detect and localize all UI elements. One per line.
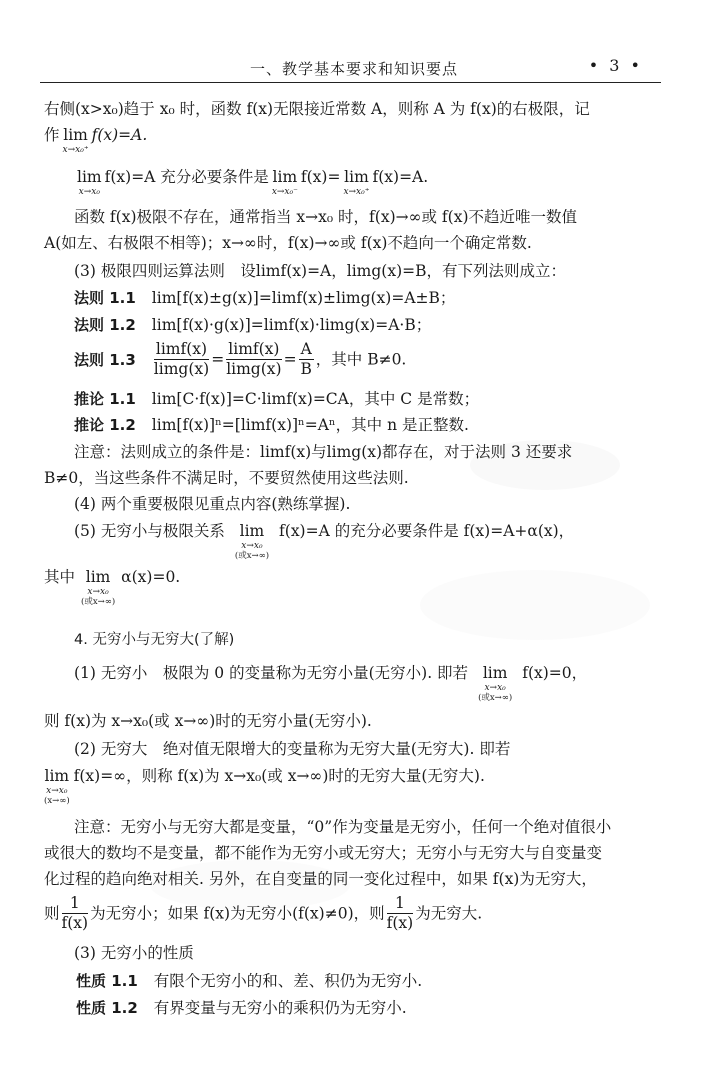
text-span: f(x)=0， — [522, 664, 588, 682]
property-line — [76, 970, 696, 992]
lim-word: lim — [44, 767, 70, 785]
text-line: (3) 极限四则运算法则 设limf(x)=A，limg(x)=B，有下列法则成立： — [74, 262, 566, 280]
text-line: 注意：法则成立的条件是：limf(x)与limg(x)都存在，对于法则 3 还要求 — [74, 443, 573, 461]
math-span: f(x) — [180, 340, 208, 358]
text-span: 则 — [44, 904, 60, 923]
lim-subscript: x→x₀ — [484, 683, 506, 693]
lim-subscript: x→x₀⁻ — [271, 187, 298, 197]
fraction-numerator: limf(x) — [226, 340, 281, 360]
text-span: f(x)=A 充分必要条件是 — [104, 168, 269, 186]
lim-subscript: x→x₀ — [241, 541, 263, 551]
fraction — [387, 894, 414, 933]
text-span: ，其中 B≠0. — [315, 350, 407, 369]
lim-word: lim — [77, 168, 102, 186]
lim-subscript: x→x₀ — [87, 587, 109, 597]
fraction-denominator — [154, 360, 209, 379]
rule-line — [74, 414, 694, 436]
text-line: 右侧(x>x₀)趋于 x₀ 时，函数 f(x)无限接近常数 A，则称 A 为 f(x)的右极限，记 — [44, 100, 590, 118]
lim-subscript: (或x→∞) — [81, 597, 116, 607]
lim-subscript: x→x₀⁺ — [62, 145, 89, 155]
text-span: 作 — [44, 126, 60, 144]
lim-word: lim — [344, 168, 369, 186]
property-label: 性质 1.2 — [76, 999, 138, 1017]
lim-subscript: x→x₀ — [78, 187, 100, 197]
property-label: 性质 1.1 — [76, 972, 138, 990]
text-span: f(x)= — [300, 168, 341, 186]
text-span: (5) 无穷小与极限关系 — [74, 522, 225, 540]
text-span: f(x)=A 的充分必要条件是 f(x)=A+α(x)， — [279, 522, 575, 540]
text-span: f(x)=∞，则称 f(x)为 x→x₀(或 x→∞)时的无穷大量(无穷大). — [73, 767, 485, 785]
text-line — [44, 566, 664, 607]
fraction-numerator: 1 — [62, 894, 89, 914]
text-line: 化过程的趋向绝对相关. 另外，在自变量的同一变化过程中，如果 f(x)为无穷大， — [44, 870, 597, 888]
chapter-title: 一、教学基本要求和知识要点 — [250, 60, 459, 78]
rule-formula: lim[f(x)·g(x)]=limf(x)·limg(x)=A·B； — [151, 316, 432, 334]
rule-label: 推论 1.2 — [74, 416, 136, 434]
fraction — [299, 340, 314, 379]
section-heading — [74, 628, 694, 651]
text-line: (3) 无穷小的性质 — [74, 944, 194, 962]
text-line — [44, 124, 664, 155]
text-span: 为无穷小；如果 f(x)为无穷小(f(x)≠0)，则 — [90, 904, 385, 923]
fraction — [154, 340, 209, 379]
fraction-numerator: A — [300, 340, 312, 358]
rule-line — [74, 388, 694, 410]
text-line: 注意：无穷小与无穷大都是变量，“0”作为变量是无穷小，任何一个绝对值很小 — [74, 818, 612, 836]
text-span: 为无穷大. — [415, 904, 483, 923]
text-line — [74, 166, 694, 197]
fraction-denominator: B — [300, 360, 312, 378]
text-span: f(x)=A. — [372, 168, 429, 186]
text-line — [44, 894, 664, 933]
limit-expression — [235, 520, 269, 561]
text-line — [74, 520, 694, 561]
text-line: A(如左、右极限不相等)；x→∞时，f(x)→∞或 f(x)不趋向一个确定常数. — [44, 234, 532, 252]
section-title: 4. 无穷小与无穷大(了解) — [74, 632, 235, 648]
rule-formula: lim[f(x)±g(x)]=limf(x)±limg(x)=A±B； — [151, 289, 456, 307]
lim-word: lim — [85, 568, 111, 586]
equals-sign: = — [211, 350, 225, 369]
limit-expression — [478, 662, 512, 703]
rule-line — [74, 340, 694, 379]
limit-expression — [44, 765, 70, 806]
lim-subscript: (或x→∞) — [234, 551, 270, 561]
fraction-denominator: limg(x) — [226, 360, 282, 378]
limit-expression — [343, 166, 369, 197]
lim-word: lim — [482, 664, 508, 682]
fraction-numerator — [154, 340, 209, 360]
text-line: B≠0，当这些条件不满足时，不要贸然使用这些法则. — [44, 469, 409, 487]
rule-label: 法则 1.1 — [74, 289, 136, 307]
text-line — [74, 662, 694, 703]
lim-subscript: (或x→∞) — [478, 693, 513, 703]
rule-label: 法则 1.3 — [74, 350, 136, 369]
fraction-denominator: f(x) — [386, 914, 414, 932]
lim-word: lim — [239, 522, 265, 540]
text-span: (1) 无穷小 极限为 0 的变量称为无穷小量(无穷小). 即若 — [74, 664, 469, 682]
text-line — [44, 765, 664, 806]
limit-expression — [272, 166, 298, 197]
rule-formula: lim[f(x)]ⁿ=[limf(x)]ⁿ=Aⁿ，其中 n 是正整数. — [151, 416, 469, 434]
text-line: (2) 无穷大 绝对值无限增大的变量称为无穷大量(无穷大). 即若 — [74, 740, 511, 758]
page-number: • 3 • — [588, 56, 643, 75]
lim-word: lim — [153, 360, 179, 378]
property-text: 有限个无穷小的和、差、积仍为无穷小. — [153, 972, 423, 990]
text-span: 其中 — [44, 568, 76, 586]
lim-word: lim — [272, 168, 298, 186]
limit-expression — [81, 566, 115, 607]
limit-expression — [63, 124, 89, 155]
text-span: α(x)=0. — [121, 568, 181, 586]
text-line: 函数 f(x)极限不存在，通常指当 x→x₀ 时，f(x)→∞或 f(x)不趋近唯一数值 — [74, 208, 578, 226]
math-span: g(x) — [178, 360, 210, 378]
lim-subscript: (x→∞) — [44, 796, 70, 806]
running-header — [40, 52, 661, 83]
fraction — [226, 340, 281, 379]
math-span: f(x)=A. — [91, 126, 148, 144]
rule-label: 法则 1.2 — [74, 316, 136, 334]
text-line: 或很大的数均不是变量，都不能作为无穷小或无穷大；无穷小与无穷大与自变量变 — [44, 844, 603, 862]
limit-expression — [77, 166, 102, 197]
text-line: (4) 两个重要极限见重点内容(熟练掌握). — [74, 495, 351, 513]
rule-label: 推论 1.1 — [74, 390, 136, 408]
property-text: 有界变量与无穷小的乘积仍为无穷小. — [153, 999, 407, 1017]
lim-word: lim — [63, 126, 88, 144]
lim-subscript: x→x₀ — [46, 786, 68, 796]
fraction-numerator: 1 — [387, 894, 414, 914]
equals-sign: = — [283, 350, 297, 369]
fraction-denominator: f(x) — [61, 914, 89, 932]
rule-formula: lim[C·f(x)]=C·limf(x)=CA，其中 C 是常数； — [151, 390, 480, 408]
property-line — [76, 997, 696, 1019]
lim-word: lim — [155, 340, 181, 358]
rule-line — [74, 314, 694, 336]
rule-line — [74, 287, 694, 309]
fraction — [62, 894, 89, 933]
lim-subscript: x→x₀⁺ — [343, 187, 370, 197]
text-line: 则 f(x)为 x→x₀(或 x→∞)时的无穷小量(无穷小). — [44, 712, 372, 730]
